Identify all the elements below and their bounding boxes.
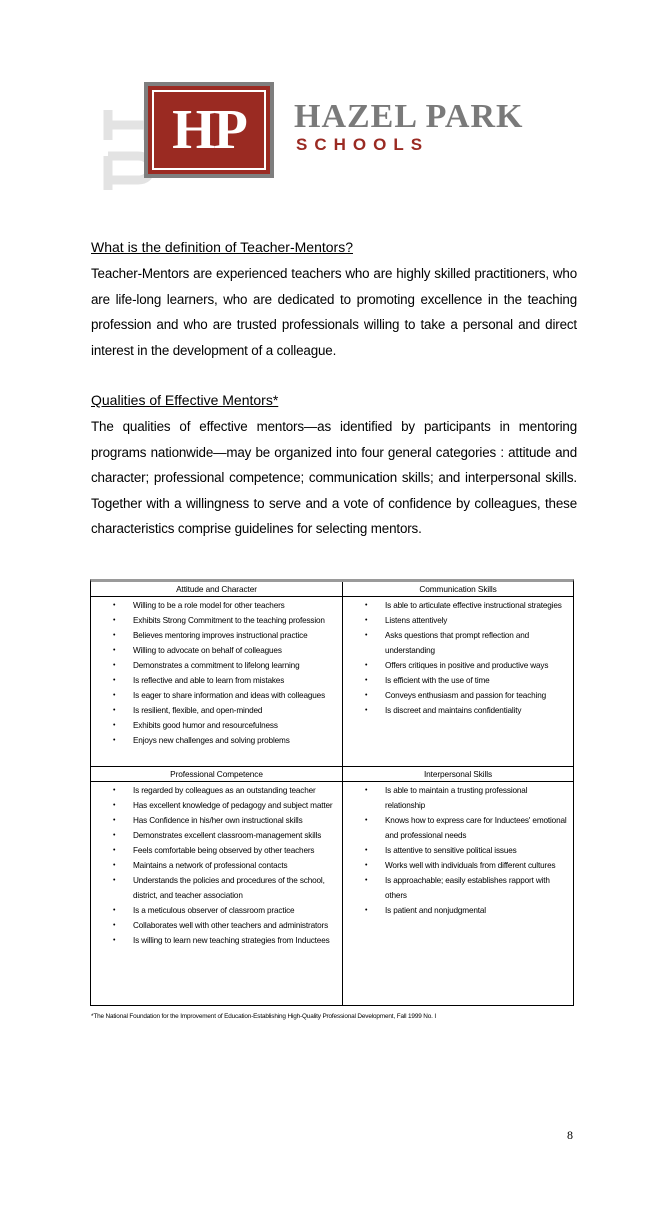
list-item-text: Believes mentoring improves instructional practice	[133, 631, 308, 640]
list-item	[91, 873, 342, 903]
bullet-icon: •	[365, 692, 368, 699]
list-item-text: Exhibits good humor and resourcefulness	[133, 721, 278, 730]
bullet-icon: •	[113, 877, 116, 884]
list-item	[91, 798, 342, 813]
list-item	[91, 733, 342, 748]
list-item-text: Is able to articulate effective instructional strategies	[385, 601, 562, 610]
bullet-icon: •	[113, 662, 116, 669]
bullet-icon: •	[365, 677, 368, 684]
bullet-icon: •	[113, 922, 116, 929]
list-item-text: Exhibits Strong Commitment to the teaching profession	[133, 616, 325, 625]
bullet-icon: •	[113, 737, 116, 744]
list-item-text: Understands the policies and procedures of the school, district, and teacher association	[133, 876, 325, 900]
bullet-icon: •	[365, 787, 368, 794]
list-item	[91, 598, 342, 613]
list-item-text: Asks questions that prompt reflection and understanding	[385, 631, 530, 655]
list-item-text: Is regarded by colleagues as an outstanding teacher	[133, 786, 316, 795]
qualities-heading: Qualities of Effective Mentors*	[91, 392, 279, 408]
list-item	[343, 658, 573, 673]
logo-monogram-box	[144, 82, 274, 178]
mentor-qualities-table	[90, 579, 574, 1006]
bullet-icon: •	[365, 632, 368, 639]
list-item-text: Demonstrates a commitment to lifelong learning	[133, 661, 300, 670]
bullet-icon: •	[113, 862, 116, 869]
list-item-text: Is approachable; easily establishes rapport with others	[385, 876, 550, 900]
list-item	[343, 613, 573, 628]
list-item-text: Is able to maintain a trusting professional relationship	[385, 786, 528, 810]
list-item	[91, 628, 342, 643]
list-item	[91, 783, 342, 798]
list-item	[343, 688, 573, 703]
bullet-icon: •	[113, 647, 116, 654]
interpersonal-skills-cell	[343, 767, 573, 918]
list-item	[91, 703, 342, 718]
professional-competence-header: Professional Competence	[91, 767, 342, 782]
source-footnote: *The National Foundation for the Improvement of Education-Establishing High-Quality Professional Development, Fall 1999 No. I	[91, 1013, 436, 1020]
qualities-paragraph: The qualities of effective mentors—as identified by participants in mentoring programs nationwide—may be organized into four general categories : attitude and character; professional competence; communication skills; and interpersonal skills. Together with a willingness to serve and a vote of confidence by colleagues, these characteristics comprise guidelines for selecting mentors.	[91, 419, 577, 536]
list-item-text: Is efficient with the use of time	[385, 676, 490, 685]
list-item	[91, 903, 342, 918]
list-item	[343, 873, 573, 903]
definition-paragraph: Teacher-Mentors are experienced teachers who are highly skilled practitioners, who are life-long learners, who are dedicated to promoting excellence in the teaching profession and who are trusted professionals willing to take a personal and direct interest in the development of a colleague.	[91, 266, 577, 358]
list-item	[91, 658, 342, 673]
bullet-icon: •	[113, 907, 116, 914]
list-item	[343, 783, 573, 813]
list-item-text: Feels comfortable being observed by other teachers	[133, 846, 315, 855]
bullet-icon: •	[113, 602, 116, 609]
bullet-icon: •	[113, 632, 116, 639]
qualities-section	[91, 391, 577, 542]
list-item-text: Willing to be a role model for other teachers	[133, 601, 285, 610]
list-item-text: Maintains a network of professional contacts	[133, 861, 288, 870]
bullet-icon: •	[113, 847, 116, 854]
communication-skills-cell	[343, 582, 573, 718]
bullet-icon: •	[365, 602, 368, 609]
page-number: 8	[567, 1128, 573, 1142]
bullet-icon: •	[113, 617, 116, 624]
logo-district-name: HAZEL PARK	[294, 98, 524, 135]
list-item-text: Enjoys new challenges and solving problems	[133, 736, 290, 745]
list-item-text: Is discreet and maintains confidentiality	[385, 706, 522, 715]
list-item-text: Offers critiques in positive and productive ways	[385, 661, 549, 670]
list-item	[343, 673, 573, 688]
list-item	[91, 673, 342, 688]
bullet-icon: •	[365, 707, 368, 714]
list-item-text: Works well with individuals from different cultures	[385, 861, 556, 870]
list-item-text: Is eager to share information and ideas with colleagues	[133, 691, 326, 700]
bullet-icon: •	[113, 832, 116, 839]
attitude-character-header: Attitude and Character	[91, 582, 342, 597]
list-item	[91, 858, 342, 873]
list-item	[343, 843, 573, 858]
bullet-icon: •	[365, 907, 368, 914]
list-item-text: Listens attentively	[385, 616, 448, 625]
interpersonal-skills-header: Interpersonal Skills	[343, 767, 573, 782]
list-item	[91, 918, 342, 933]
interpersonal-skills-list	[343, 782, 573, 918]
bullet-icon: •	[113, 802, 116, 809]
bullet-icon: •	[113, 817, 116, 824]
list-item	[91, 828, 342, 843]
list-item	[343, 628, 573, 658]
list-item-text: Has Confidence in his/her own instructional skills	[133, 816, 303, 825]
list-item-text: Is reflective and able to learn from mistakes	[133, 676, 285, 685]
professional-competence-list	[91, 782, 342, 948]
list-item	[343, 813, 573, 843]
list-item	[343, 903, 573, 918]
bullet-icon: •	[113, 692, 116, 699]
professional-competence-cell	[91, 767, 342, 948]
list-item	[343, 598, 573, 613]
list-item	[91, 933, 342, 948]
list-item-text: Demonstrates excellent classroom-management skills	[133, 831, 322, 840]
list-item-text: Is willing to learn new teaching strategies from Inductees	[133, 936, 330, 945]
list-item	[91, 813, 342, 828]
communication-skills-header: Communication Skills	[343, 582, 573, 597]
list-item	[343, 703, 573, 718]
bullet-icon: •	[365, 877, 368, 884]
bullet-icon: •	[365, 847, 368, 854]
list-item-text: Is a meticulous observer of classroom practice	[133, 906, 295, 915]
bullet-icon: •	[113, 937, 116, 944]
logo-schools-label: SCHOOLS	[296, 135, 430, 154]
definition-heading: What is the definition of Teacher-Mentors?	[91, 239, 353, 255]
hazel-park-logo	[100, 78, 540, 198]
list-item-text: Willing to advocate on behalf of colleagues	[133, 646, 282, 655]
list-item-text: Knows how to express care for Inductees' emotional and professional needs	[385, 816, 567, 840]
bullet-icon: •	[113, 722, 116, 729]
list-item	[91, 843, 342, 858]
attitude-character-cell	[91, 582, 342, 748]
list-item-text: Conveys enthusiasm and passion for teaching	[385, 691, 547, 700]
logo-monogram: HP	[172, 99, 246, 161]
list-item-text: Is attentive to sensitive political issues	[385, 846, 517, 855]
bullet-icon: •	[113, 707, 116, 714]
bullet-icon: •	[365, 817, 368, 824]
attitude-character-list	[91, 597, 342, 748]
bullet-icon: •	[113, 677, 116, 684]
list-item-text: Is patient and nonjudgmental	[385, 906, 486, 915]
list-item	[91, 643, 342, 658]
communication-skills-list	[343, 597, 573, 718]
list-item-text: Is resilient, flexible, and open-minded	[133, 706, 263, 715]
definition-section	[91, 238, 577, 363]
list-item	[343, 858, 573, 873]
list-item-text: Collaborates well with other teachers and administrators	[133, 921, 329, 930]
bullet-icon: •	[365, 862, 368, 869]
list-item	[91, 688, 342, 703]
bullet-icon: •	[113, 787, 116, 794]
list-item	[91, 718, 342, 733]
bullet-icon: •	[365, 662, 368, 669]
list-item-text: Has excellent knowledge of pedagogy and subject matter	[133, 801, 333, 810]
bullet-icon: •	[365, 617, 368, 624]
list-item	[91, 613, 342, 628]
